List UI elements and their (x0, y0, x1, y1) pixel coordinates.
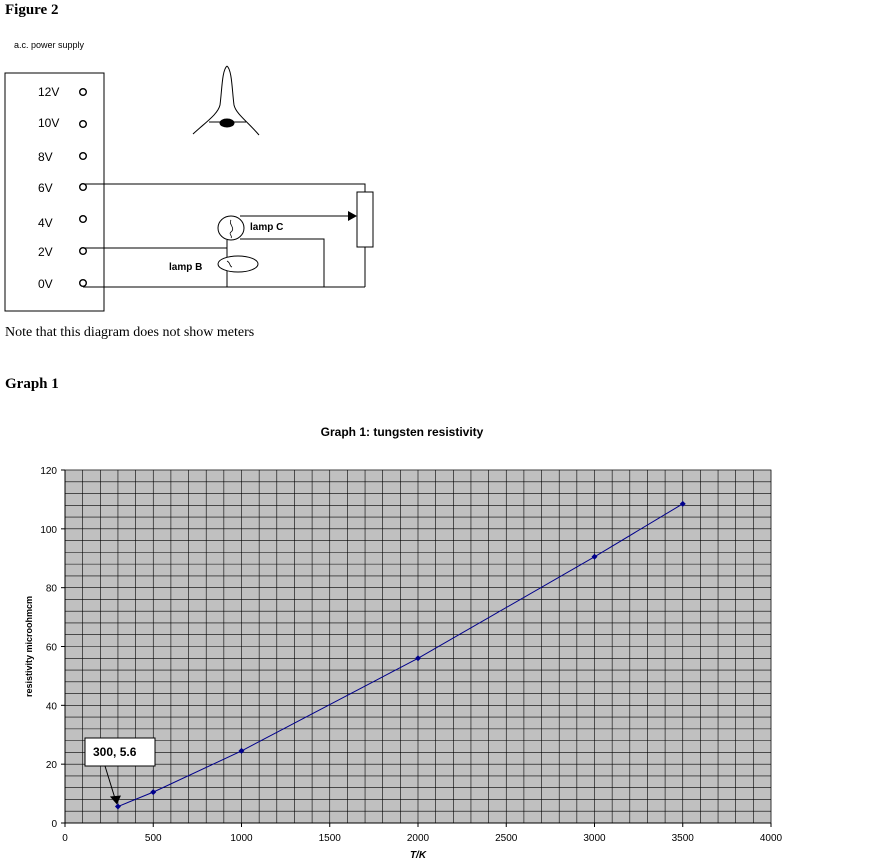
lamp-b-label: lamp B (169, 262, 203, 273)
resistivity-chart (0, 455, 800, 865)
annotation-label: 300, 5.6 (93, 745, 137, 759)
supply-label: a.c. power supply (14, 40, 85, 50)
terminal-label-8v: 8V (38, 150, 53, 164)
x-tick-label: 0 (62, 833, 68, 844)
x-tick-label: 2000 (406, 833, 430, 844)
terminal-label-2v: 2V (38, 245, 53, 259)
terminal-label-12v: 12V (38, 85, 60, 99)
x-tick-label: 1000 (230, 833, 253, 844)
terminal-label-10v: 10V (38, 116, 60, 130)
terminal-label-0v: 0V (38, 277, 53, 291)
circuit-diagram (0, 30, 400, 320)
y-tick-label: 40 (45, 701, 57, 713)
lamp-c-label: lamp C (250, 222, 284, 233)
x-tick-label: 4000 (759, 833, 783, 844)
y-tick-label: 80 (45, 583, 57, 595)
terminal-12v (80, 89, 87, 96)
chart-title: Graph 1: tungsten resistivity (320, 425, 484, 439)
x-tick-label: 2500 (495, 833, 518, 844)
x-tick-label: 3500 (671, 833, 694, 844)
y-tick-label: 0 (51, 819, 57, 830)
grid-lines (65, 470, 771, 823)
terminal-label-6v: 6V (38, 181, 53, 195)
lamp-b-bulb (218, 256, 258, 272)
rheostat (357, 192, 373, 247)
terminal-0v (80, 280, 87, 287)
y-tick-label: 60 (45, 642, 57, 654)
y-tick-label: 100 (40, 524, 57, 536)
terminal-6v (80, 184, 87, 191)
graph-heading: Graph 1 (5, 376, 59, 392)
diagram-note: Note that this diagram does not show meters (5, 325, 255, 340)
y-tick-label: 20 (45, 760, 57, 772)
terminal-2v (80, 248, 87, 255)
x-tick-label: 3000 (583, 833, 606, 844)
slider-arrow-icon (348, 211, 357, 221)
figure-heading: Figure 2 (5, 2, 59, 18)
terminal-label-4v: 4V (38, 216, 53, 230)
power-supply-box (5, 73, 104, 311)
terminal-4v (80, 216, 87, 223)
x-tick-label: 500 (144, 833, 162, 844)
y-tick-label: 120 (40, 466, 57, 477)
y-axis-label: resistivity microohmcm (24, 595, 34, 698)
terminal-8v (80, 153, 87, 160)
x-tick-label: 1500 (318, 833, 341, 844)
x-axis-label: T/K (409, 850, 427, 861)
terminal-10v (80, 121, 87, 128)
lamp-sketch (193, 66, 259, 135)
